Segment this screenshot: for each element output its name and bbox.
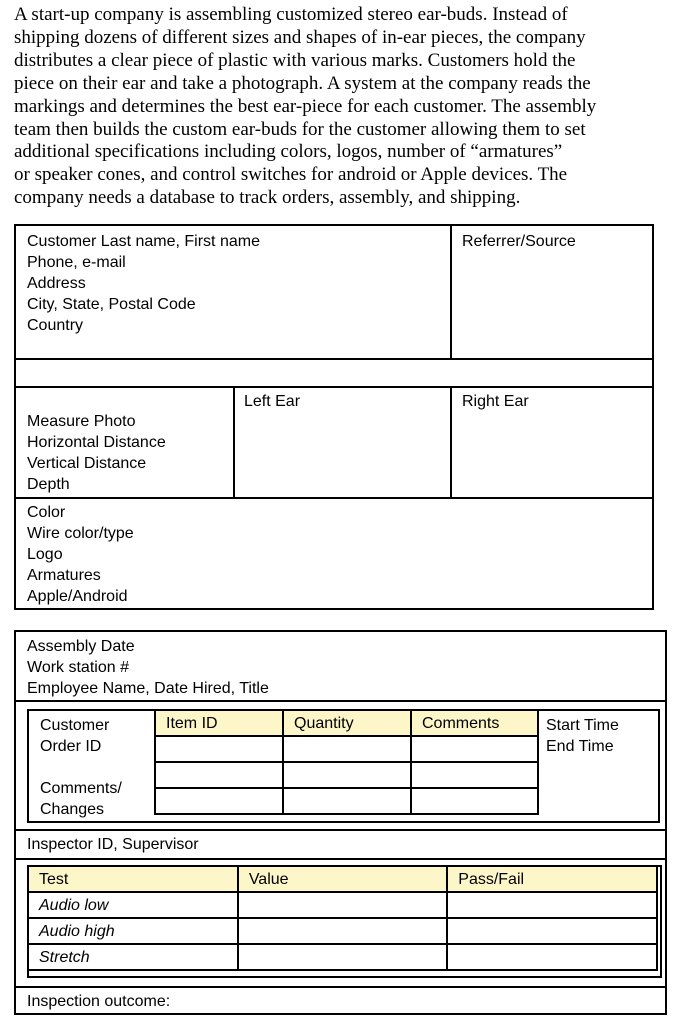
divider — [450, 226, 452, 359]
pass-fail-cell[interactable] — [447, 944, 657, 970]
quantity-cell[interactable] — [283, 788, 411, 814]
item-id-cell[interactable] — [155, 788, 283, 814]
spec-field: Logo — [27, 546, 63, 563]
measure-field: Depth — [27, 476, 70, 493]
divider — [16, 386, 652, 388]
customer-field: City, State, Postal Code — [27, 296, 196, 313]
test-box — [27, 865, 662, 978]
table-row — [155, 788, 538, 814]
divider — [450, 387, 452, 498]
test-name: Audio low — [28, 892, 238, 918]
divider — [16, 358, 652, 360]
assembly-field: Assembly Date — [27, 638, 135, 655]
measure-field: Horizontal Distance — [27, 434, 166, 451]
time-field: End Time — [546, 738, 614, 755]
comments-cell[interactable] — [411, 736, 538, 762]
quantity-header: Quantity — [283, 710, 411, 736]
table-row — [28, 892, 657, 918]
comments-cell[interactable] — [411, 762, 538, 788]
customer-order-id — [40, 715, 109, 757]
divider — [16, 858, 665, 860]
customer-field: Country — [27, 317, 84, 334]
comments-cell[interactable] — [411, 788, 538, 814]
table-row — [28, 918, 657, 944]
measure-field: Measure Photo — [27, 413, 136, 430]
time-fields — [546, 715, 619, 757]
divider — [16, 829, 665, 831]
comments-changes-line: Changes — [40, 801, 105, 818]
divider — [16, 700, 665, 702]
divider — [16, 986, 665, 988]
referrer-label: Referrer/Source — [462, 233, 576, 250]
customer-field: Customer Last name, First name — [27, 233, 260, 250]
spec-field: Armatures — [27, 567, 101, 584]
intro-line: distributes a clear piece of plastic with various marks. Customers hold the — [14, 49, 576, 71]
intro-line: company needs a database to track orders, assembly, and shipping. — [14, 187, 521, 209]
customer-order-id-line: Customer — [40, 717, 110, 734]
intro-line: piece on their ear and take a photograph. A system at the company reads the — [14, 72, 591, 94]
item-id-header: Item ID — [155, 710, 283, 736]
quantity-cell[interactable] — [283, 762, 411, 788]
assembly-field: Employee Name, Date Hired, Title — [27, 680, 269, 697]
pass-fail-cell[interactable] — [447, 892, 657, 918]
table-row — [155, 762, 538, 788]
value-cell[interactable] — [238, 918, 447, 944]
customer-fields — [27, 231, 260, 336]
item-table — [154, 709, 539, 815]
inspection-outcome-label: Inspection outcome: — [27, 993, 171, 1010]
order-items-box — [27, 709, 660, 823]
order-form — [14, 224, 654, 610]
divider — [233, 387, 235, 498]
assembly-fields — [27, 636, 269, 699]
item-id-cell[interactable] — [155, 736, 283, 762]
intro-line: shipping dozens of different sizes and shapes of in-ear pieces, the company — [14, 26, 586, 48]
spec-field: Apple/Android — [27, 588, 128, 605]
measure-fields — [27, 411, 166, 495]
intro-line: team then builds the custom ear-buds for the customer allowing them to set — [14, 118, 586, 140]
customer-field: Address — [27, 275, 86, 292]
spec-fields — [27, 502, 134, 607]
quantity-cell[interactable] — [283, 736, 411, 762]
value-header: Value — [238, 866, 447, 892]
intro-line: or speaker cones, and control switches for android or Apple devices. The — [14, 164, 568, 186]
assembly-field: Work station # — [27, 659, 129, 676]
comments-header: Comments — [411, 710, 538, 736]
table-row — [28, 866, 657, 892]
right-ear-label: Right Ear — [462, 393, 529, 410]
time-field: Start Time — [546, 717, 619, 734]
test-table — [27, 865, 658, 971]
comments-changes — [40, 778, 122, 820]
comments-changes-line: Comments/ — [40, 780, 122, 797]
spec-field: Color — [27, 504, 66, 521]
test-name: Audio high — [28, 918, 238, 944]
test-header: Test — [28, 866, 238, 892]
customer-field: Phone, e-mail — [27, 254, 126, 271]
intro-line: A start-up company is assembling customized stereo ear-buds. Instead of — [14, 4, 568, 25]
intro-line: markings and determines the best ear-piece for each customer. The assembly — [14, 95, 597, 117]
inspector-label: Inspector ID, Supervisor — [27, 836, 199, 853]
table-row — [28, 944, 657, 970]
spec-field: Wire color/type — [27, 525, 134, 542]
pass-fail-header: Pass/Fail — [447, 866, 657, 892]
measure-field: Vertical Distance — [27, 455, 147, 472]
divider — [16, 497, 652, 499]
assembly-form — [14, 630, 667, 1015]
test-name: Stretch — [28, 944, 238, 970]
intro-paragraph — [14, 4, 676, 210]
value-cell[interactable] — [238, 944, 447, 970]
pass-fail-cell[interactable] — [447, 918, 657, 944]
intro-line: additional specifications including colors, logos, number of “armatures” — [14, 141, 563, 163]
customer-order-id-line: Order ID — [40, 738, 102, 755]
left-ear-label: Left Ear — [244, 393, 301, 410]
item-id-cell[interactable] — [155, 762, 283, 788]
table-row — [155, 736, 538, 762]
table-row — [155, 710, 538, 736]
value-cell[interactable] — [238, 892, 447, 918]
